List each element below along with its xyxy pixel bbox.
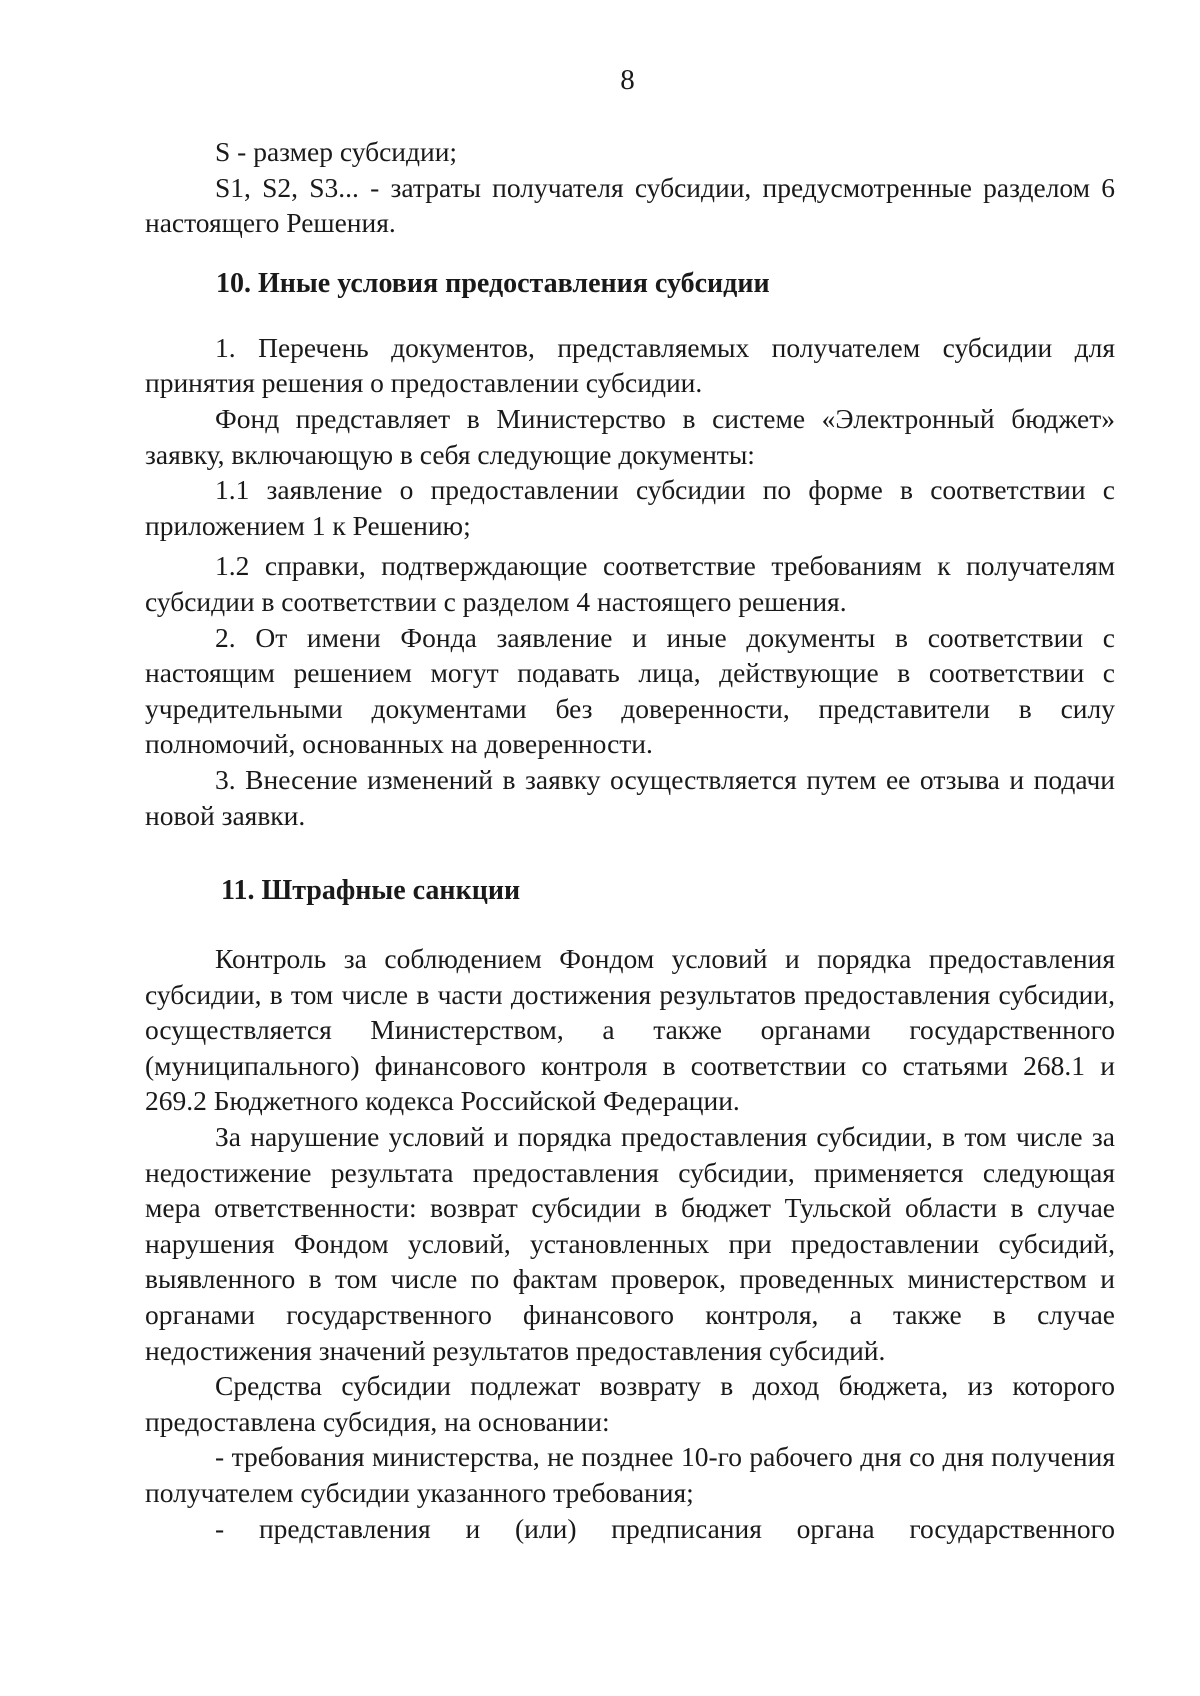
page-number: 8 — [620, 64, 635, 96]
paragraph-s1-s2-s3-definition: S1, S2, S3... - затраты получателя субсидии, предусмотренные разделом 6 настоящего Решения. — [145, 171, 1115, 239]
section-10-paragraph: 1.2 справки, подтверждающие соответствие требованиям к получателям субсидии в соответствии с разделом 4 настоящего решения. — [145, 550, 1115, 617]
section-10-paragraph: 1.1 заявление о предоставлении субсидии по форме в соответствии с приложением 1 к Решению; — [145, 474, 1115, 541]
document-body — [145, 134, 1115, 1546]
paragraph-s-definition: S - размер субсидии; — [215, 136, 458, 167]
section-10-heading: 10. Иные условия предоставления субсидии — [216, 267, 770, 299]
section-10-paragraph: 1. Перечень документов, представляемых получателем субсидии для принятия решения о предоставлении субсидии. — [145, 331, 1115, 399]
section-11-paragraph: Средства субсидии подлежат возврату в доход бюджета, из которого предоставлена субсидия, на основании: — [145, 1370, 1115, 1437]
section-11-paragraph: - требования министерства, не позднее 10-го рабочего дня со дня получения получателем субсидии указанного требования; — [145, 1441, 1115, 1508]
section-11-heading: 11. Штрафные санкции — [221, 875, 521, 907]
section-10-paragraph: 3. Внесение изменений в заявку осуществляется путем ее отзыва и подачи новой заявки. — [145, 763, 1115, 831]
section-10-paragraph: Фонд представляет в Министерство в системе «Электронный бюджет» заявку, включающую в себя следующие документы: — [145, 402, 1115, 470]
section-11-paragraph: За нарушение условий и порядка предоставления субсидии, в том числе за недостижение результата предоставления субсидии, применяется следующая мера ответственности: возврат субсидии в бюджет Тульской области в случае нарушения Фондом условий, установленных при предоставлении субсидий, выявленного в том числе по фактам проверок, проведенных министерством и органами государственного финансового контроля, а также в случае недостижения значений результатов предоставления субсидий. — [145, 1121, 1115, 1366]
section-11-paragraph: - представления и (или) предписания органа государственного — [215, 1512, 1115, 1544]
section-11-paragraph: Контроль за соблюдением Фондом условий и порядка предоставления субсидии, в том числе в части достижения результатов предоставления субсидии, осуществляется Министерством, а также органами государственного (муниципального) финансового контроля в соответствии со статьями 268.1 и 269.2 Бюджетного кодекса Российской Федерации. — [145, 943, 1115, 1117]
section-10-paragraph: 2. От имени Фонда заявление и иные документы в соответствии с настоящим решением могут подавать лица, действующие в соответствии с учредительными документами без доверенности, представители в силу полномочий, основанных на доверенности. — [145, 621, 1115, 760]
